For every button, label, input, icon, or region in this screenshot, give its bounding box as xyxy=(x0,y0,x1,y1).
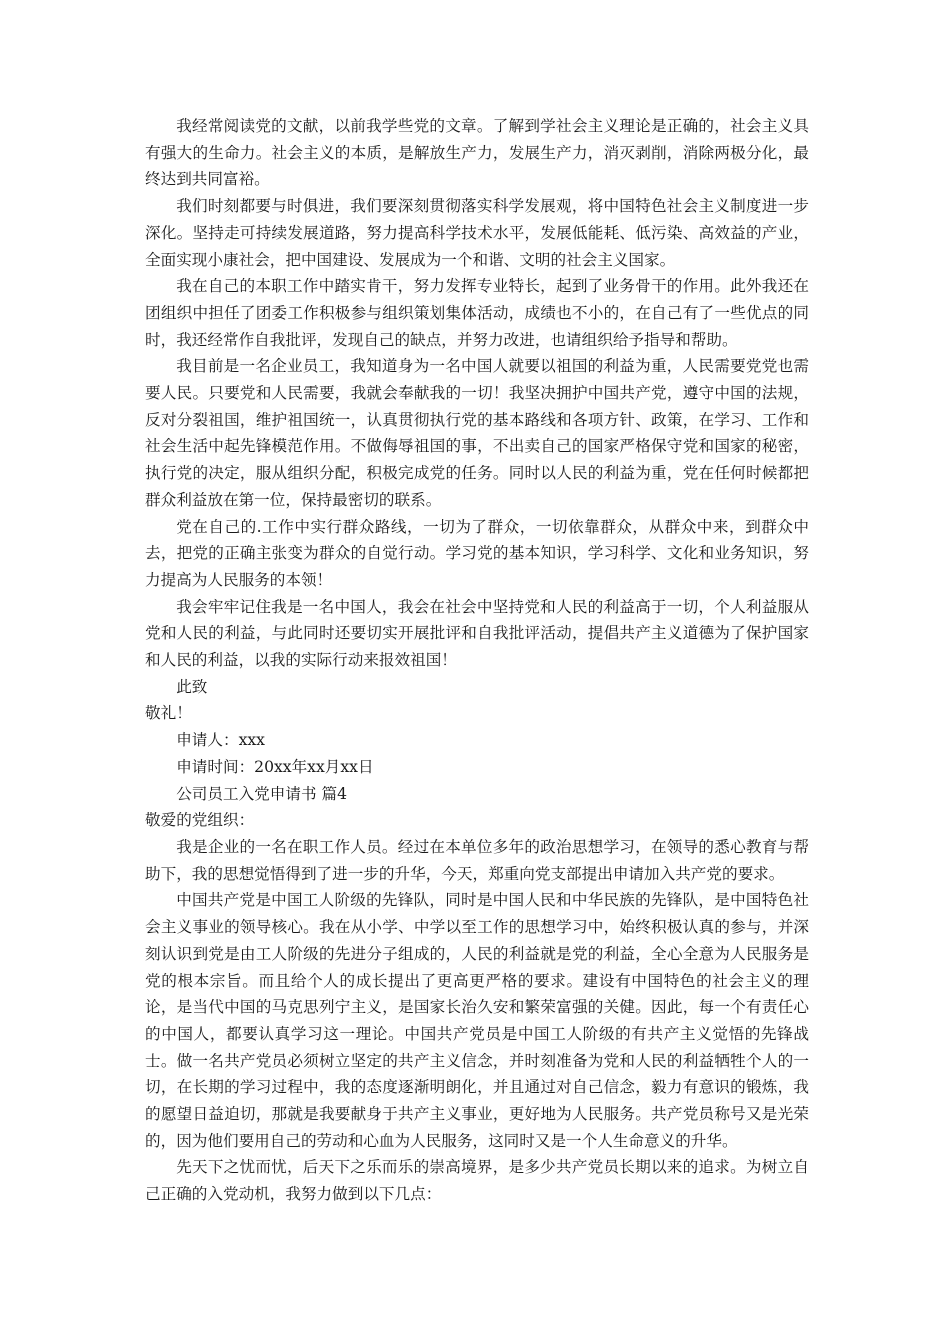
greeting: 敬爱的党组织： xyxy=(145,811,255,830)
paragraph: 我是企业的一名在职工作人员。经过在本单位多年的政治思想学习，在领导的悉心教育与帮助下，我的思想觉悟得到了进一步的升华，今天，郑重向党支部提出申请加入共产党的要求。 xyxy=(145,837,809,883)
paragraph: 我目前是一名企业员工，我知道身为一名中国人就要以祖国的利益为重，人民需要党党也需要人民。只要党和人民需要，我就会奉献我的一切！我坚决拥护中国共产党，遵守中国的法规，反对分裂祖国，维护祖国统一，认真贯彻执行党的基本路线和各项方针、政策，在学习、工作和社会生活中起先锋模范作用。不做侮辱祖国的事，不出卖自己的国家严格保守党和国家的秘密，执行党的决定，服从组织分配，积极完成党的任务。同时以人民的利益为重，党在任何时候都把群众利益放在第一位，保持最密切的联系。 xyxy=(145,357,809,509)
paragraph: 我经常阅读党的文献，以前我学些党的文章。了解到学社会主义理论是正确的，社会主义具有强大的生命力。社会主义的本质，是解放生产力，发展生产力，消灭剥削，消除两极分化，最终达到共同富裕。 xyxy=(145,117,809,189)
paragraph: 我在自己的本职工作中踏实肯干，努力发挥专业特长，起到了业务骨干的作用。此外我还在团组织中担任了团委工作积极参与组织策划集体活动，成绩也不小的，在自己有了一些优点的同时，我还经常作自我批评，发现自己的缺点，并努力改进，也请组织给予指导和帮助。 xyxy=(145,277,809,349)
application-date: 申请时间：20xx年xx月xx日 xyxy=(176,757,374,776)
paragraph: 我们时刻都要与时俱进，我们要深刻贯彻落实科学发展观，将中国特色社会主义制度进一步深化。坚持走可持续发展道路，努力提高科学技术水平，发展低能耗、低污染、高效益的产业，全面实现小康社会，把中国建设、发展成为一个和谐、文明的社会主义国家。 xyxy=(145,197,809,269)
applicant-name: 申请人：xxx xyxy=(176,731,265,750)
closing-salutation: 此致 xyxy=(176,677,208,696)
document-body xyxy=(145,113,809,1208)
paragraph: 先天下之忧而忧，后天下之乐而乐的崇高境界，是多少共产党员长期以来的追求。为树立自己正确的入党动机，我努力做到以下几点： xyxy=(145,1158,809,1204)
paragraph: 党在自己的.工作中实行群众路线，一切为了群众，一切依靠群众，从群众中来，到群众中去，把党的正确主张变为群众的自觉行动。学习党的基本知识，学习科学、文化和业务知识，努力提高为人民服务的本领！ xyxy=(145,517,809,589)
closing-salute: 敬礼！ xyxy=(145,704,192,723)
paragraph: 中国共产党是中国工人阶级的先锋队，同时是中国人民和中华民族的先锋队，是中国特色社会主义事业的领导核心。我在从小学、中学以至工作的思想学习中，始终积极认真的参与，并深刻认识到党是由工人阶级的先进分子组成的，人民的利益就是党的利益，全心全意为人民服务是党的根本宗旨。而且给个人的成长提出了更高更严格的要求。建设有中国特色的社会主义的理论，是当代中国的马克思列宁主义，是国家长治久安和繁荣富强的关健。因此，每一个有责任心的中国人，都要认真学习这一理论。中国共产党员是中国工人阶级的有共产主义觉悟的先锋战士。做一名共产党员必须树立坚定的共产主义信念，并时刻准备为党和人民的利益牺牲个人的一切，在长期的学习过程中，我的态度逐渐明朗化，并且通过对自己信念，毅力有意识的锻炼，我的愿望日益迫切，那就是我要献身于共产主义事业，更好地为人民服务。共产党员称号又是光荣的，因为他们要用自己的劳动和心血为人民服务，这同时又是一个人生命意义的升华。 xyxy=(145,891,809,1150)
paragraph: 我会牢牢记住我是一名中国人，我会在社会中坚持党和人民的利益高于一切，个人利益服从党和人民的利益，与此同时还要切实开展批评和自我批评活动，提倡共产主义道德为了保护国家和人民的利益，以我的实际行动来报效祖国！ xyxy=(145,597,809,670)
section-title: 公司员工入党申请书 篇4 xyxy=(176,784,348,803)
